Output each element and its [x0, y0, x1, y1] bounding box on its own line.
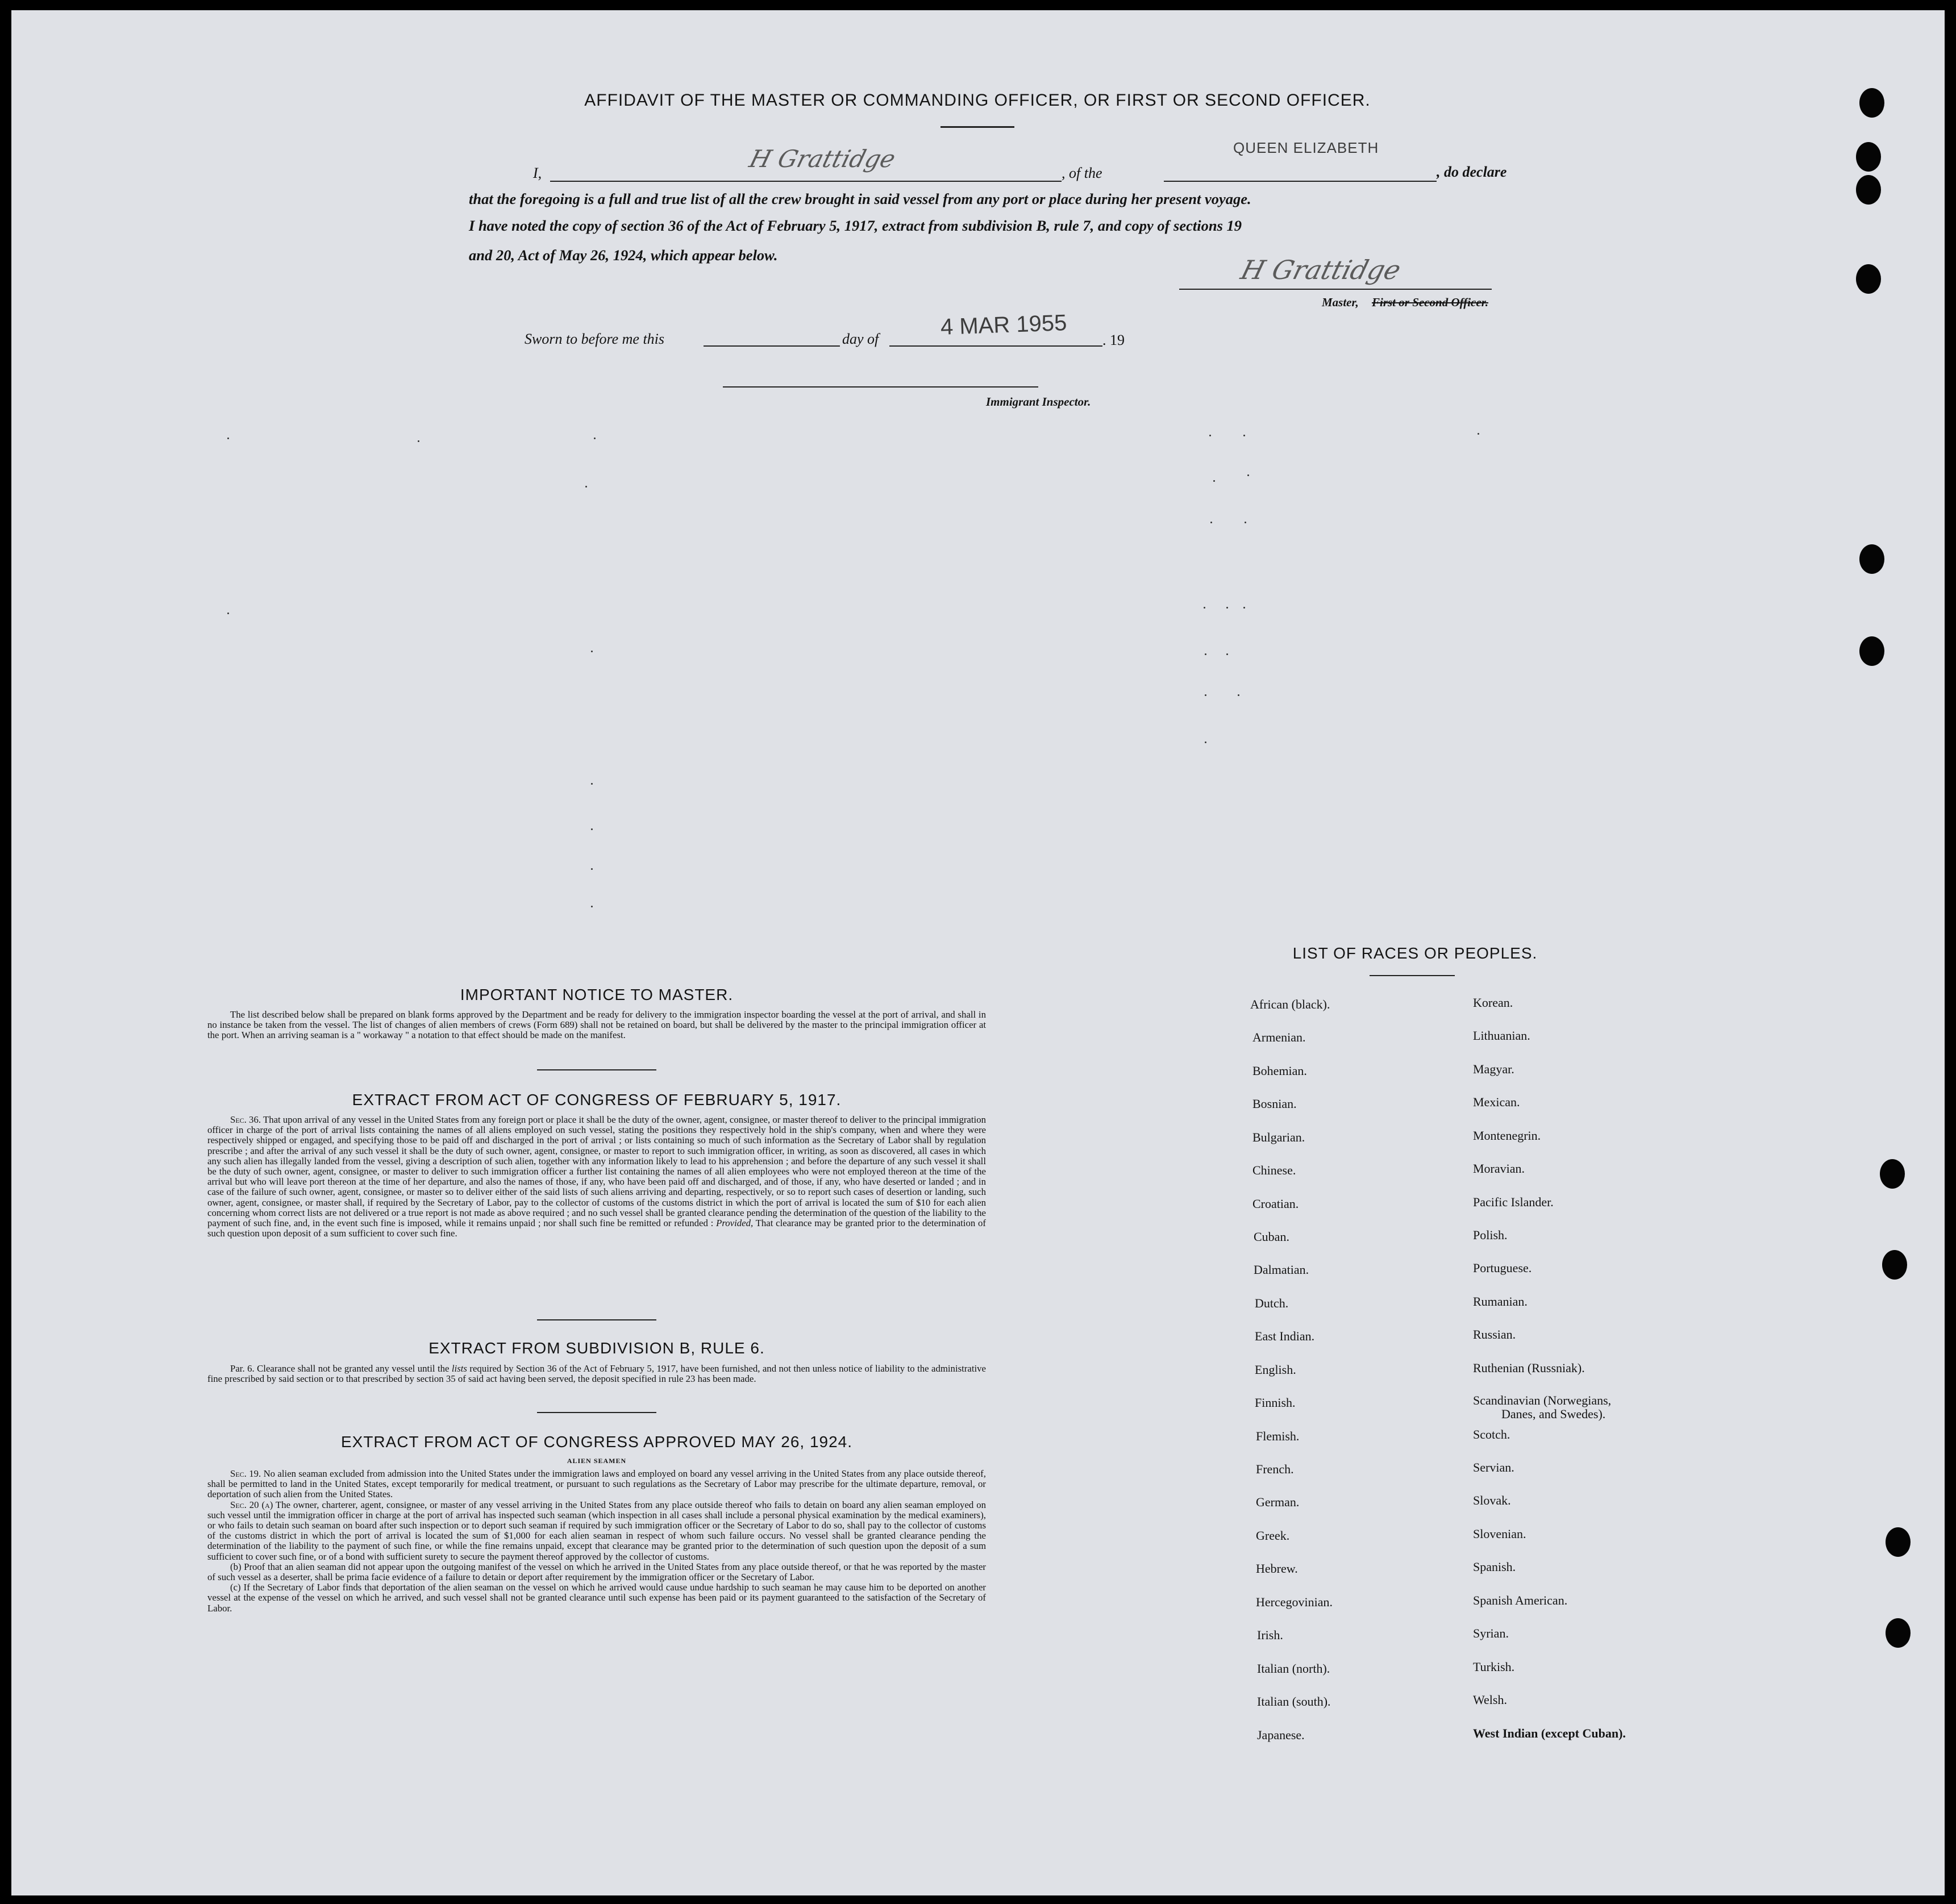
race-item: Dalmatian. [1254, 1263, 1309, 1277]
struck-officer-label: First or Second Officer. [1372, 295, 1488, 309]
separator [537, 1412, 656, 1413]
race-item: German. [1256, 1495, 1300, 1509]
notice-heading: IMPORTANT NOTICE TO MASTER. [460, 986, 734, 1003]
race-item: East Indian. [1255, 1329, 1315, 1343]
dot [1245, 522, 1246, 523]
race-item: Lithuanian. [1473, 1028, 1530, 1043]
race-item: Bohemian. [1252, 1064, 1307, 1078]
master-label: Master, [1322, 295, 1359, 309]
of-the-label: , of the [1062, 165, 1102, 181]
race-item: Hebrew. [1256, 1561, 1298, 1576]
race-item: Bulgarian. [1252, 1130, 1305, 1144]
race-item: Slovak. [1473, 1493, 1511, 1507]
race-item: French. [1256, 1462, 1294, 1476]
dot [1247, 474, 1249, 476]
race-item: Scotch. [1473, 1427, 1510, 1441]
races-underline [1370, 975, 1455, 976]
affidavit-body-line2: that the foregoing is a full and true list of all the crew brought in said vessel from any port or place during her present voyage. [469, 190, 1251, 207]
race-item: Syrian. [1473, 1626, 1509, 1640]
do-declare-label: , do declare [1437, 164, 1507, 180]
race-item: Welsh. [1473, 1693, 1507, 1707]
race-item: Spanish American. [1473, 1593, 1568, 1607]
par-6-body-a: Clearance shall not be granted any vessel until the [257, 1363, 450, 1374]
sworn-prefix: Sworn to before me this [525, 331, 665, 347]
punch-hole [1859, 544, 1884, 574]
sec-20c-label: (c) [230, 1582, 241, 1593]
affidavit-line1-prefix: I, [533, 165, 542, 181]
date-stamp: 4 MAR 1955 [940, 310, 1068, 340]
alien-seamen-subheading: ALIEN SEAMEN [567, 1457, 627, 1465]
dot [1205, 653, 1206, 655]
sworn-month-blank [889, 345, 1102, 347]
dot [1213, 480, 1215, 482]
race-item: Italian (south). [1257, 1694, 1331, 1709]
races-heading: LIST OF RACES OR PEOPLES. [1292, 944, 1538, 962]
par-6-label: Par. 6. [230, 1363, 255, 1374]
dot [1238, 694, 1239, 696]
dot [585, 486, 587, 488]
dot [591, 906, 593, 907]
sec-36-label: Sec. 36. [230, 1114, 261, 1125]
punch-hole [1886, 1527, 1911, 1557]
master-signature-1: H Grattidge [746, 145, 899, 173]
sec-20-label: Sec. 20 (a) [230, 1499, 273, 1510]
race-item: Rumanian. [1473, 1294, 1528, 1309]
title-underline [940, 126, 1014, 128]
race-item: Dutch. [1255, 1296, 1289, 1310]
race-item: Flemish. [1256, 1429, 1300, 1443]
punch-hole [1859, 88, 1884, 118]
race-item: Slovenian. [1473, 1527, 1526, 1541]
sec-36-end: That clearance may be granted prior to the determination of such question upon deposit of a sum sufficient to cover such fine. [207, 1218, 986, 1239]
sec-20a-body: The owner, charterer, agent, consignee, or master of any vessel arriving in the United States from any place outside thereof who fails to detain on board any alien seaman employed on such vessel until the immigration officer in charge at the port of arrival has inspected such seaman (which inspection in all cases shall include a personal physical examination by the medical examiners), or who fails to detain such seaman on board after such inspection or to deport such seaman if required by such immigration officer or the Secretary of Labor to do so, shall pay to the collector of customs of the customs district in which the port of arrival is located the sum of $1,000 for each alien seaman in respect of whom such failure occurs. No vessel shall be granted clearance pending the determination of the liability to the payment of such fine, or while the fine remains unpaid, except that clearance may be granted prior to the determination of such question upon the deposit of a sum sufficient to cover such fine, or of a bond with sufficient surety to secure the payment thereof approved by the collector of customs. [207, 1499, 986, 1562]
affidavit-title: AFFIDAVIT OF THE MASTER OR COMMANDING OFFICER, OR FIRST OR SECOND OFFICER. [584, 91, 1371, 110]
punch-hole [1886, 1618, 1911, 1648]
race-item: Chinese. [1252, 1163, 1296, 1177]
dot [227, 613, 229, 614]
race-item: Polish. [1473, 1228, 1508, 1242]
race-item: Moravian. [1473, 1161, 1525, 1176]
dot [1478, 433, 1479, 435]
notice-text [207, 1010, 986, 1041]
extract-rule6-heading: EXTRACT FROM SUBDIVISION B, RULE 6. [428, 1339, 765, 1357]
separator [537, 1069, 656, 1070]
provided-word: Provided, [716, 1218, 754, 1229]
dot [591, 783, 593, 785]
dot [1205, 741, 1206, 743]
dot [1243, 607, 1245, 609]
race-item: African (black). [1250, 997, 1330, 1011]
extract-1924-text [207, 1469, 986, 1614]
punch-hole [1856, 142, 1881, 172]
race-item: Portuguese. [1473, 1261, 1532, 1275]
race-item: Spanish. [1473, 1560, 1516, 1574]
race-item: Armenian. [1252, 1030, 1306, 1044]
race-item: Italian (north). [1257, 1661, 1330, 1676]
signature-line [1179, 289, 1492, 290]
race-item: Montenegrin. [1473, 1128, 1541, 1143]
race-item: Cuban. [1254, 1230, 1289, 1244]
sec-20b-body: Proof that an alien seaman did not appear upon the outgoing manifest of the vessel on which he arrived in the United States from any place outside thereof, or that he was reported by the master of such vessel as a deserter, shall be prima facie evidence of a failure to detain or deport after requirement by the immigration officer or the Secretary of Labor. [207, 1561, 986, 1583]
year-suffix: . 19 [1102, 332, 1125, 348]
sec-19-body: No alien seaman excluded from admission into the United States under the immigration laws and employed on board any vessel arriving in the United States from any place outside thereof, shall be permitted to land in the United States, except temporarily for medical treatment, or pursuant to such regulations as the Secretary of Labor may prescribe for the ultimate departure, removal, or deportation of such alien from the United States. [207, 1468, 986, 1500]
race-item: Mexican. [1473, 1095, 1520, 1109]
race-item: Magyar. [1473, 1062, 1514, 1076]
lists-word: lists [451, 1363, 467, 1374]
punch-hole [1856, 175, 1881, 205]
name-blank [550, 181, 1062, 182]
race-item: Russian. [1473, 1327, 1516, 1341]
dot [227, 438, 229, 439]
race-item: Hercegovinian. [1256, 1595, 1333, 1609]
sec-20c-body: If the Secretary of Labor finds that deportation of the alien seaman on the vessel on which he arrived would cause undue hardship to such seaman he may cause him to be deported on another vessel at the expense of the vessel on which he arrived, and such vessel shall not be granted clearance until such expense has been paid or its payment guaranteed to the satisfaction of the Secretary of Labor. [207, 1582, 986, 1614]
par-6-body-b: required by Section 36 of the Act of February 5, 1917, have been furnished, and not then unless notice of liability to the administrative fine prescribed by said section or to that prescribed by section 35 of said act having been served, the deposit specified in rule 23 has been made. [207, 1363, 987, 1385]
race-item: Greek. [1256, 1528, 1290, 1543]
race-item: Croatian. [1252, 1197, 1299, 1211]
race-item: English. [1255, 1363, 1296, 1377]
dot [594, 438, 596, 439]
race-item: West Indian (except Cuban). [1473, 1726, 1626, 1740]
race-item: Turkish. [1473, 1660, 1515, 1674]
ship-blank [1164, 181, 1437, 182]
race-item: Ruthenian (Russniak). [1473, 1361, 1585, 1375]
inspector-label: Immigrant Inspector. [986, 395, 1091, 409]
day-of-label: day of [842, 331, 879, 347]
race-item: Bosnian. [1252, 1097, 1297, 1111]
separator [537, 1319, 656, 1320]
notice-paragraph: The list described below shall be prepared on blank forms approved by the Department and be ready for delivery to the immigration inspector boarding the vessel at the port of arrival, and shall in no instance be taken from the vessel. The list of changes of alien members of crews (Form 689) shall not be retained on board, but shall be delivered by the master to the principal immigration officer at the port. When an arriving seaman is a " workaway " a notation to that effect should be made on the manifest. [207, 1009, 986, 1041]
race-item: Pacific Islander. [1473, 1195, 1554, 1209]
punch-hole [1882, 1250, 1907, 1280]
extract-1924-heading: EXTRACT FROM ACT OF CONGRESS APPROVED MAY 26, 1924. [340, 1433, 853, 1451]
dot [1226, 653, 1228, 655]
dot [1243, 435, 1245, 436]
dot [418, 440, 419, 442]
race-item: Irish. [1257, 1628, 1283, 1642]
punch-hole [1859, 636, 1884, 666]
inspector-signature-line [723, 386, 1038, 388]
affidavit-body-line4: and 20, Act of May 26, 1924, which appear below. [469, 247, 778, 264]
dot [1209, 435, 1211, 436]
dot [1210, 522, 1212, 523]
sec-19-label: Sec. 19. [230, 1468, 261, 1479]
affidavit-body-line3: I have noted the copy of section 36 of the Act of February 5, 1917, extract from subdivision B, rule 7, and copy of sections 19 [469, 217, 1242, 234]
extract-rule6-text [207, 1364, 986, 1384]
master-signature-2: H Grattidge [1237, 255, 1404, 285]
extract-1917-heading: EXTRACT FROM ACT OF CONGRESS OF FEBRUARY 5, 1917. [352, 1091, 842, 1109]
dot [591, 828, 593, 830]
sworn-day-blank [704, 345, 840, 347]
ship-name-stamp: QUEEN ELIZABETH [1233, 139, 1379, 156]
race-item: Finnish. [1255, 1395, 1296, 1410]
sec-20b-label: (b) [230, 1561, 242, 1572]
punch-hole [1880, 1159, 1905, 1189]
punch-hole [1856, 264, 1881, 294]
race-item: Danes, and Swedes). [1501, 1407, 1606, 1421]
race-item: Scandinavian (Norwegians, [1473, 1393, 1612, 1407]
sec-36-body: That upon arrival of any vessel in the United States from any foreign port or place it shall be the duty of the owner, agent, consignee, or master thereof to deliver to the principal immigration officer in charge of the port of arrival lists containing the names of all aliens employed on such vessel, stating the positions they respectively hold in the ship's company, when and where they were respectively shipped or engaged, and specifying those to be paid off and discharged in the port of arrival ; or lists containing so much of such information as the Secretary of Labor shall by regulation prescribe ; and after the arrival of any such vessel it shall be the duty of such owner, agent, consignee, or master to report to such immigration officer, in writing, as soon as discovered, all cases in which any such alien has illegally landed from the vessel, giving a description of such alien, together with any information likely to lead to his apprehension ; and before the departure of any such vessel it shall be the duty of such owner, agent, consignee, or master to deliver to such immigration officer a further list containing the names of all alien employees who were not employed thereon at the time of the arrival but who will leave port thereon at the time of her departure, and also the names of those, if any, who have been paid off and discharged, and of those, if any, who have deserted or landed ; and in case of the failure of such owner, agent, consignee, or master so to deliver either of the said lists of such aliens arriving and departing, respectively, or so to report such cases of desertion or landing, such owner, agent, consignee, or master shall, if required by the Secretary of Labor, pay to the collector of customs of the customs district in which the port of arrival is located the sum of $10 for each alien concerning whom correct lists are not delivered or a true report is not made as above required ; and no such vessel shall be granted clearance pending the determination of the question of the liability to the payment of such fine, and, in the event such fine is imposed, while it remains unpaid ; nor shall such fine be remitted or refunded : [207, 1114, 987, 1229]
dot [1205, 694, 1206, 696]
race-item: Japanese. [1257, 1728, 1305, 1742]
dot [1204, 607, 1205, 609]
dot [1226, 607, 1228, 609]
race-item: Servian. [1473, 1460, 1514, 1474]
dot [591, 868, 593, 870]
dot [591, 651, 593, 652]
race-item: Korean. [1473, 995, 1513, 1010]
extract-1917-text [207, 1115, 986, 1239]
